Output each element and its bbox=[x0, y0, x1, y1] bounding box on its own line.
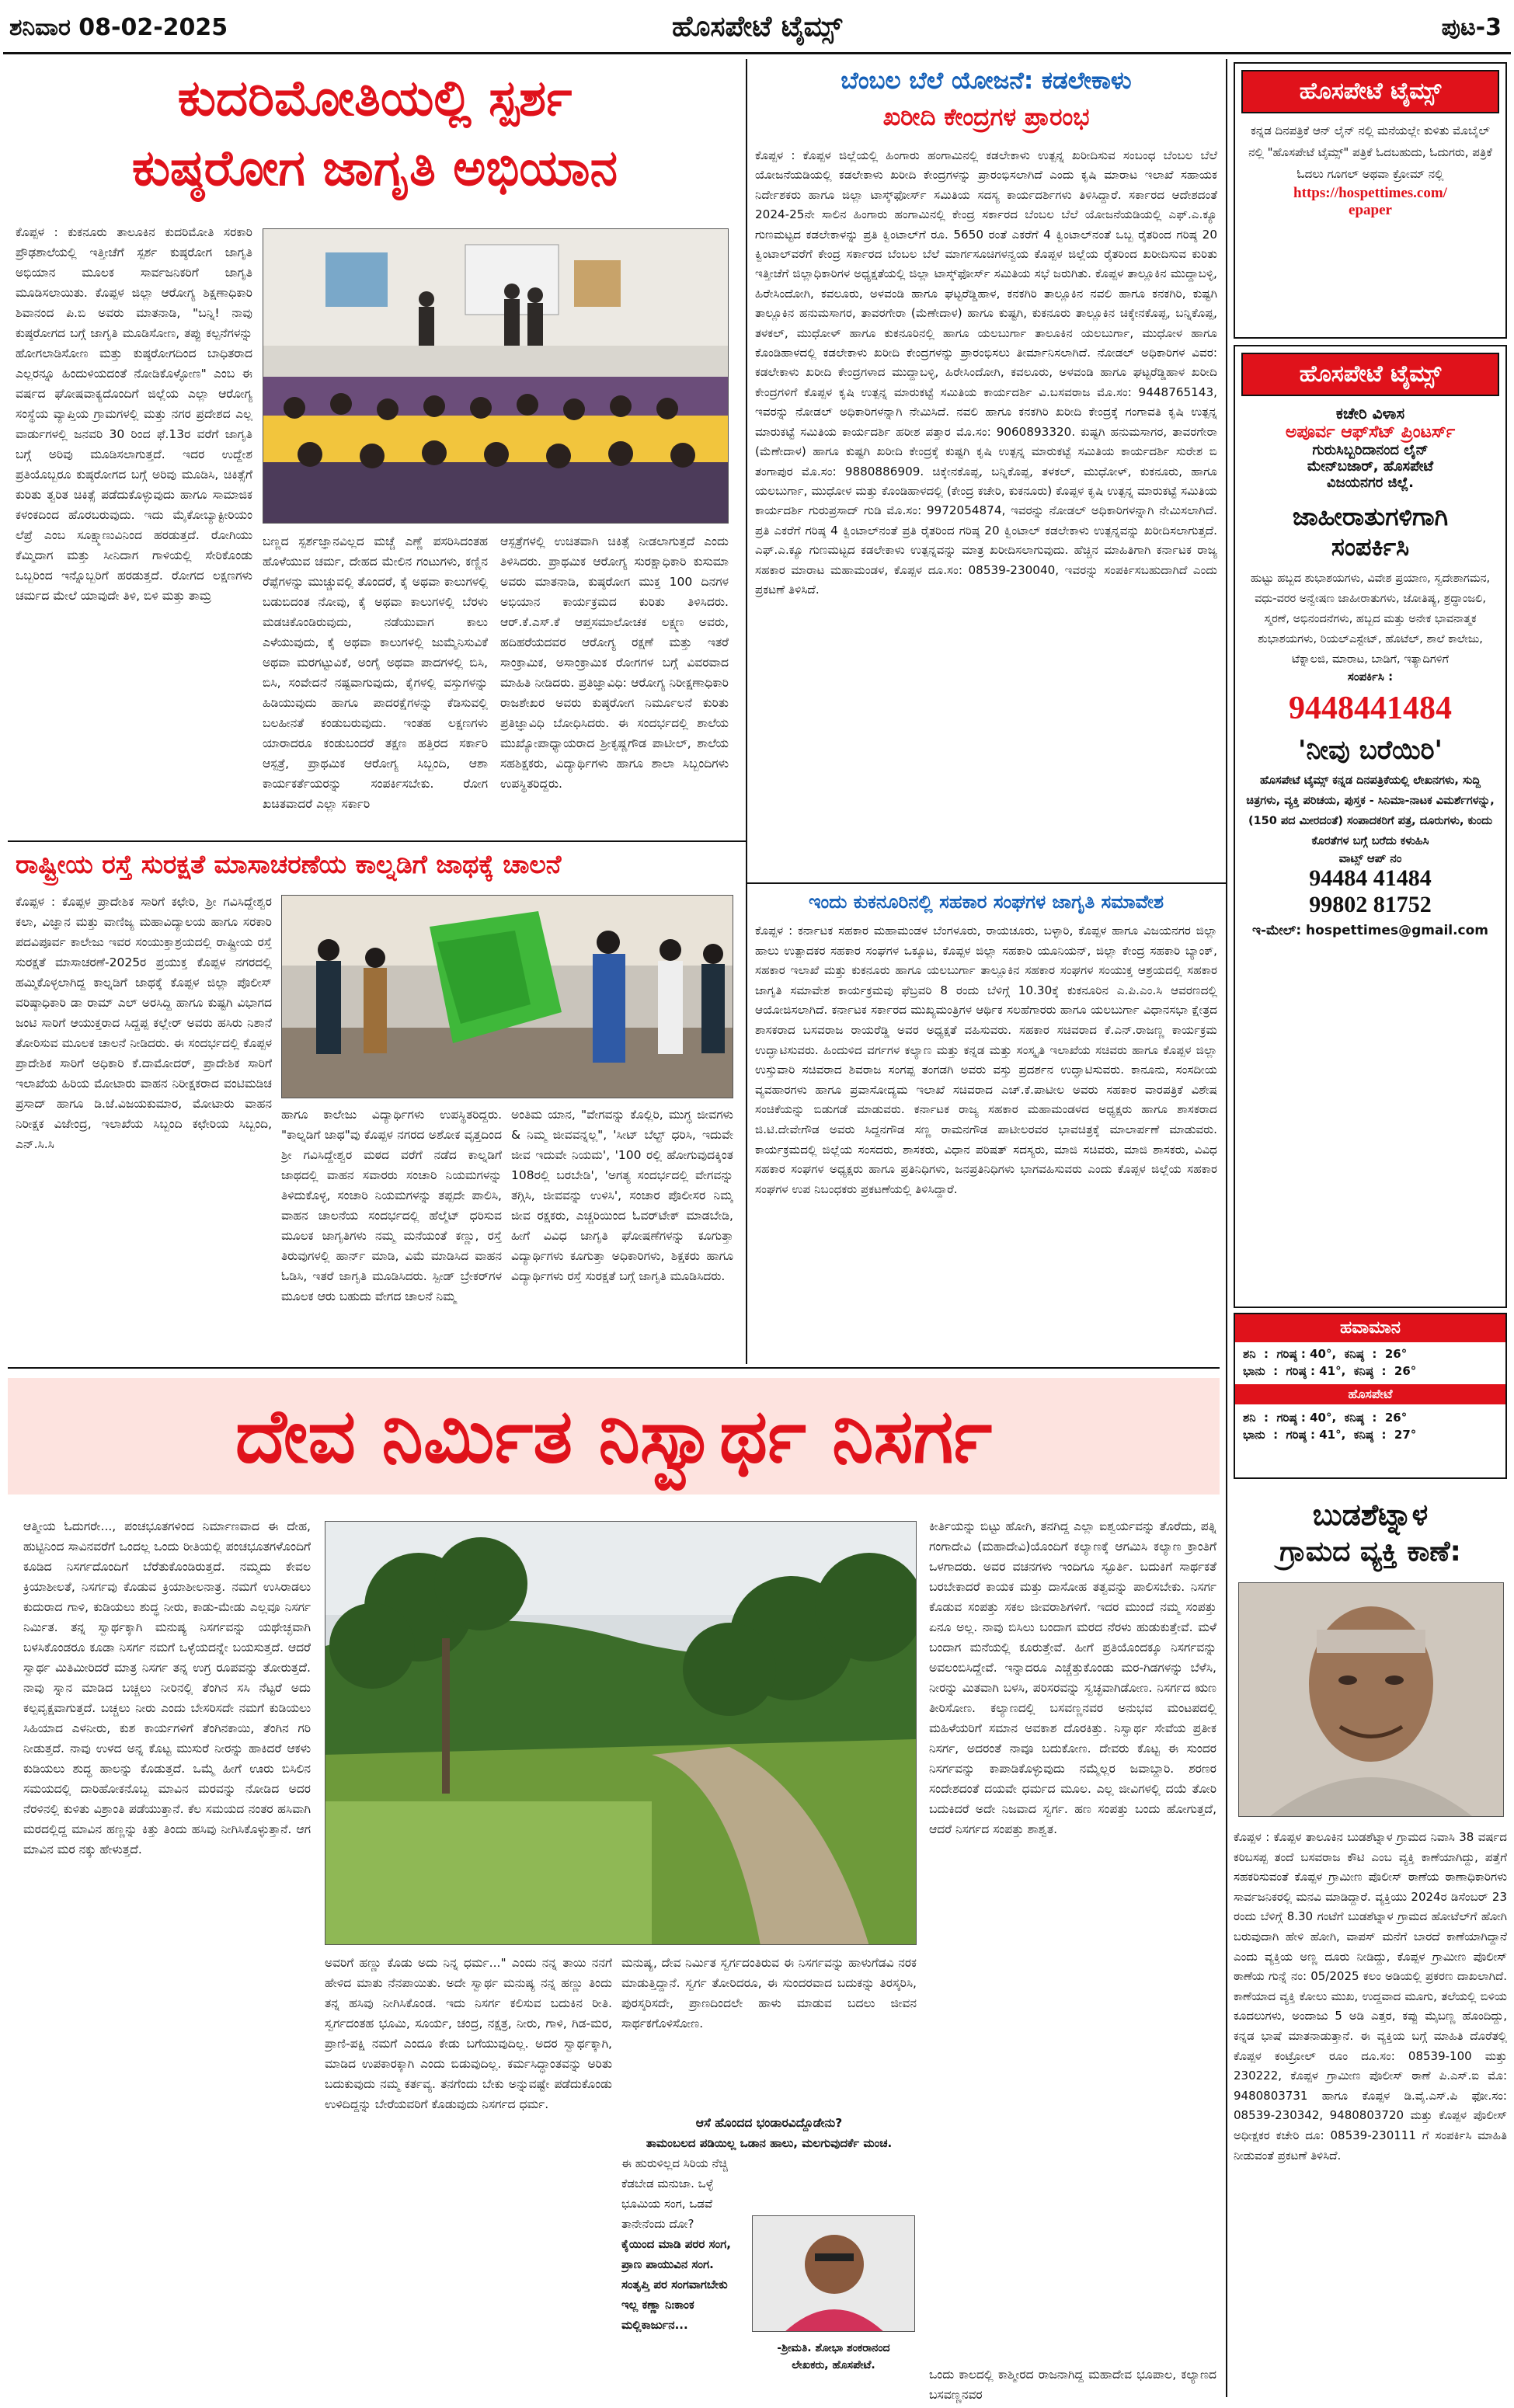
address-line: ಮೇನ್‌ಬಜಾರ್, ಹೊಸಪೇಟೆ bbox=[1307, 458, 1434, 475]
office-ad bbox=[1234, 345, 1507, 1308]
missing-heading: ಬುಡಶೆಟ್ನಾಳ bbox=[1312, 1498, 1429, 1532]
poem-title: ಆಸೆ ಹೊಂದದ ಭಂಡಾರವಿದ್ದೊಡೇನು? bbox=[695, 2116, 843, 2130]
headline: ಕುದರಿಮೋತಿಯಲ್ಲಿ ಸ್ಪರ್ಶ bbox=[177, 70, 573, 127]
author-name: -ಶ್ರೀಮತಿ. ಶೋಭಾ ಶಂಕರಾನಂದ bbox=[777, 2342, 890, 2354]
article-column: ಆಸ್ಪತ್ರೆಗಳಲ್ಲಿ ಉಚಿತವಾಗಿ ಚಿಕಿತ್ಸೆ ನೀಡಲಾಗುತ್ತದೆ ಎಂದು ತಿಳಿಸಿದರು. ಪ್ರಾಥಮಿಕ ಆರೋಗ್ಯ ಸುರಕ್ಷಾಧಿಕಾರಿ ಕುಸುಮಾ ಅವರು ಮಾತನಾಡಿ, ಕುಷ್ಠರೋಗ ಮುಕ್ತ 100 ದಿನಗಳ ಅಭಿಯಾನ ಕಾರ್ಯಕ್ರಮದ ಕುರಿತು ತಿಳಿಸಿದರು. ಆರ್.ಕೆ.ಎಸ್.ಕೆ ಆಪ್ತಸಮಾಲೋಚಕ ಲಕ್ಷ್ಮಣ ಅವರು, ಹದಿಹರೆಯದವರ ಆರೋಗ್ಯ ರಕ್ಷಣೆ ಮತ್ತು ಇತರೆ ಸಾಂಕ್ರಾಮಿಕ, ಅಸಾಂಕ್ರಾಮಿಕ ರೋಗಗಳ ಬಗ್ಗೆ ವಿವರವಾದ ಮಾಹಿತಿ ನೀಡಿದರು. ಪ್ರತಿಜ್ಞಾವಿಧಿ: ಆರೋಗ್ಯ ನಿರೀಕ್ಷಣಾಧಿಕಾರಿ ರಾಜಶೇಖರ ಅವರು ಕುಷ್ಠರೋಗ ನಿರ್ಮೂಲನೆ ಕುರಿತು ಪ್ರತಿಜ್ಞಾವಿಧಿ ಬೋಧಿಸಿದರು. ಈ ಸಂದರ್ಭದಲ್ಲಿ ಶಾಲೆಯ ಮುಖ್ಯೋಪಾಧ್ಯಾಯರಾದ ಶ್ರೀಕೃಷ್ಣಗೌಡ ಪಾಟೀಲ್, ಶಾಲೆಯ ಸಹಶಿಕ್ಷಕರು, ವಿದ್ಯಾರ್ಥಿಗಳು ಹಾಗೂ ಶಾಲಾ ಸಿಬ್ಬಂದಿಗಳು ಉಪಸ್ಥಿತರಿದ್ದರು. bbox=[500, 534, 729, 791]
contact-label: ಸಂಪರ್ಕಿಸಿ : bbox=[1347, 670, 1394, 684]
sidebar bbox=[1234, 62, 1507, 2404]
write-body: ಹೊಸಪೇಟೆ ಟೈಮ್ಸ್ ಕನ್ನಡ ದಿನಪತ್ರಿಕೆಯಲ್ಲಿ ಲೇಖನಗಳು, ಸುದ್ದಿ ಚಿತ್ರಗಳು, ವ್ಯಕ್ತಿ ಪರಿಚಯ, ಪುಸ್ತಕ - ಸಿನಿಮಾ-ನಾಟಕ ವಿಮರ್ಶೆಗಳನ್ನು,(150 ಪದ ಮೀರದಂತೆ) ಸಂಪಾದಕರಿಗೆ ಪತ್ರ, ದೂರುಗಳು, ಕುಂದು ಕೊರತೆಗಳ ಬಗ್ಗೆ ಬರೆದು ಕಳುಹಿಸಿ bbox=[1246, 774, 1495, 847]
missing-person-photo bbox=[1238, 1582, 1504, 1817]
story-road-safety bbox=[16, 847, 734, 1359]
ad-title: ಹೊಸಪೇಟೆ ಟೈಮ್ಸ್ bbox=[1241, 353, 1499, 396]
whatsapp-label: ವಾಟ್ಸ್ ಆಪ್ ನಂ bbox=[1338, 851, 1402, 865]
whatsapp-number[interactable]: 94484 41484 bbox=[1309, 865, 1432, 891]
page-number: ಪುಟ-3 bbox=[1441, 14, 1502, 41]
author-caption bbox=[752, 2340, 915, 2386]
author-photo bbox=[752, 2215, 915, 2332]
poem-line: ಈ ಹುರುಳಿಲ್ಲದ ಸಿರಿಯ ನೆಚ್ಚಿ ಕೆಡಬೇಡ ಮನುಜಾ. ಒಳ್ಳೆ ಭೂಮಿಯ ಸಂಗ, ಒಡವೆ ತಾನೇನೆಂದು ದೋ? bbox=[621, 2156, 729, 2231]
article-body: ಕೊಪ್ಪಳ : ಕೊಪ್ಪಳ ಜಿಲ್ಲೆಯಲ್ಲಿ ಹಿಂಗಾರು ಹಂಗಾಮಿನಲ್ಲಿ ಕಡಲೇಕಾಳು ಉತ್ಪನ್ನ ಖರೀದಿಸುವ ಸಂಬಂಧ ಬೆಂಬಲ ಬೆಲೆ ಯೋಜನೆಯಡಿಯಲ್ಲಿ ಕಡಲೇಕಾಳು ಖರೀದಿ ಕೇಂದ್ರಗಳನ್ನು ಪ್ರಾರಂಭಿಸಲಾಗಿದೆ ಎಂದು ಕೃಷಿ ಮಾರಾಟ ಇಲಾಖೆ ಸಹಾಯಕ ನಿರ್ದೇಶಕರು ಹಾಗೂ ಜಿಲ್ಲಾ ಟಾಸ್ಕ್‌ಫೋರ್ಸ್ ಸಮಿತಿಯ ಸದಸ್ಯ ಕಾರ್ಯದರ್ಶಿಗಳು ತಿಳಿಸಿದ್ದಾರೆ. ಸರ್ಕಾರದ ಆದೇಶದಂತೆ 2024-25ನೇ ಸಾಲಿನ ಹಿಂಗಾರು ಹಂಗಾಮಿನಲ್ಲಿ ಕೇಂದ್ರ ಸರ್ಕಾರದ ಬೆಂಬಲ ಬೆಲೆ ಯೋಜನೆಯಡಿಯಲ್ಲಿ ಎಫ್.ಎ.ಕ್ಯೂ ಗುಣಮಟ್ಟದ ಕಡಲೇಕಾಳನ್ನು ಪ್ರತಿ ಕ್ವಿಂಟಾಲ್‌ಗೆ ರೂ. 5650 ರಂತೆ ಎಕರೆಗೆ 4 ಕ್ವಿಂಟಾಲ್‌ನಂತೆ ಒಬ್ಬ ರೈತರಿಂದ ಗರಿಷ್ಠ 20 ಕ್ವಿಂಟಾಲ್‌ವರೆಗೆ ಕೇಂದ್ರ ಸರ್ಕಾರದ ಬೆಂಬಲ ಬೆಲೆ ಮಾರ್ಗಸೂಚಿಗಳನ್ವಯ ಕೊಪ್ಪಳ ಜಿಲ್ಲೆಯ ರೈತರಿಂದ ಖರೀದಿಸುವ ಕುರಿತು ಇತ್ತೀಚೆಗೆ ಜಿಲ್ಲಾಧಿಕಾರಿಗಳ ಅಧ್ಯಕ್ಷತೆಯಲ್ಲಿ ಜಿಲ್ಲಾ ಟಾಸ್ಕ್‌ಫೋರ್ಸ್ ಸಮಿತಿಯ ಸಭೆ ಜರುಗಿತು. ಕೊಪ್ಪಳ ತಾಲ್ಲೂಕಿನ ಮುದ್ದಾಬಳ್ಳಿ, ಹಿರೇಸಿಂದೋಗಿ, ಕವಲೂರು, ಅಳವಂಡಿ ಹಾಗೂ ಘಟ್ಟರೆಡ್ಡಿಹಾಳ, ಕನಕಗಿರಿ ತಾಲ್ಲೂಕಿನ ನವಲಿ ಹಾಗೂ ಕನಕಗಿರಿ, ಕುಷ್ಟಗಿ ತಾಲ್ಲೂಕಿನ ಹನುಮಸಾಗರ, ತಾವರಗೇರಾ (ಮೆಣೇದಾಳ) ಹಾಗೂ ಕುಷ್ಟಗಿ, ಕುಕನೂರು ತಾಲ್ಲೂಕಿನ ಚಿಕ್ಕೇನಕೊಪ್ಪ, ಬನ್ನಿಕೊಪ್ಪ, ತಳಕಲ್, ಮುಧೋಳ್ ಹಾಗೂ ಕುಕನೂರಿನಲ್ಲಿ ಹಾಗೂ ಯಲಬುರ್ಗಾ ತಾಲೂಕಿನ ಯಲಬುರ್ಗಾ, ಮುಧೋಳ ಹಾಗೂ ಕೊಂಡಿಹಾಳದಲ್ಲಿ ಕಡಲೇಕಾಳು ಖರೀದಿ ಕೇಂದ್ರಗಳನ್ನು ಪ್ರಾರಂಭಿಸಲು ತೀರ್ಮಾನಿಸಲಾಗಿದೆ. ನೋಡಲ್ ಅಧಿಕಾರಿಗಳ ವಿವರ: ಕಡಲೇಕಾಳು ಖರೀದಿ ಕೇಂದ್ರಗಳಾದ ಮುದ್ದಾಬಳ್ಳಿ, ಹಿರೇಸಿಂದೋಗಿ, ಕವಲೂರು, ಅಳವಂಡಿ ಹಾಗೂ ಘಟ್ಟರೆಡ್ಡಿಹಾಳ ಖರೀದಿ ಕೇಂದ್ರಗಳಿಗೆ ಕೊಪ್ಪಳ ಕೃಷಿ ಉತ್ಪನ್ನ ಮಾರುಕಟ್ಟೆ ಸಮಿತಿಯ ಕಾರ್ಯದರ್ಶಿ ವಿ.ಬಸವರಾಜ ಮೊ.ಸಂ: 9448765143, ಇವರನ್ನು ನೋಡಲ್ ಅಧಿಕಾರಿಗಳನ್ನಾಗಿ ನೇಮಿಸಿದೆ. ನವಲಿ ಹಾಗೂ ಕನಕಗಿರಿ ಖರೀದಿ ಕೇಂದ್ರಕ್ಕೆ ಗಂಗಾವತಿ ಕೃಷಿ ಉತ್ಪನ್ನ ಮಾರುಕಟ್ಟೆ ಸಮಿತಿಯ ಕಾರ್ಯದರ್ಶಿ ಹರೀಶ ಪತ್ತಾರ ಮೊ.ಸಂ: 9060893320. ಕುಷ್ಟಗಿ ಹನುಮಸಾಗರ, ತಾವರಗೇರಾ (ಮೆಣೇದಾಳ) ಹಾಗೂ ಕುಷ್ಟಗಿ ಖರೀದಿ ಕೇಂದ್ರಕ್ಕೆ ಕುಷ್ಟಗಿ ಕೃಷಿ ಉತ್ಪನ್ನ ಮಾರುಕಟ್ಟೆ ಸಮಿತಿಯ ಕಾರ್ಯದರ್ಶಿ ಸುರೇಶ ಬಿ ತಂಗಾಪುರ ಮೊ.ಸಂ: 9880886909. ಚಿಕ್ಕೇನಕೊಪ್ಪ, ಬನ್ನಿಕೊಪ್ಪ, ತಳಕಲ್, ಮುಧೋಳ್, ಕುಕನೂರು, ಹಾಗೂ ಯಲಬುರ್ಗಾ, ಮುಧೋಳ ಮತ್ತು ಕೊಂಡಿಹಾಳದಲ್ಲಿ (ಕೇಂದ್ರ ಕಚೇರಿ, ಕುಕನೂರು) ಕೊಪ್ಪಳ ಕೃಷಿ ಉತ್ಪನ್ನ ಮಾರುಕಟ್ಟೆ ಸಮಿತಿಯ ಕಾರ್ಯದರ್ಶಿ ಗುರುಪ್ರಸಾದ್ ಗುಡಿ ಮೊ.ಸಂ: 9972054874, ಇವರನ್ನು ನೋಡಲ್ ಅಧಿಕಾರಿಗಳನ್ನಾಗಿ ನೇಮಿಸಲಾಗಿದೆ. ಪ್ರತಿ ಎಕರೆಗೆ ಗರಿಷ್ಠ 4 ಕ್ವಿಂಟಾಲ್‌ನಂತೆ ಪ್ರತಿ ರೈತರಿಂದ ಗರಿಷ್ಠ 20 ಕ್ವಿಂಟಾಲ್ ಕಡಲೇಕಾಳು ಉತ್ಪನ್ನವನ್ನು ಖರೀದಿಸಲಾಗುತ್ತದೆ. ಎಫ್.ಎ.ಕ್ಯೂ ಗುಣಮಟ್ಟದ ಕಡಲೇಕಾಳು ಉತ್ಪನ್ನವನ್ನು ಮಾತ್ರ ಖರೀದಿಸಲಾಗುವುದು. ಹೆಚ್ಚಿನ ಮಾಹಿತಿಗಾಗಿ ಕರ್ನಾಟಕ ರಾಜ್ಯ ಸಹಕಾರ ಮಾರಾಟ ಮಹಾಮಂಡಳ, ಕೊಪ್ಪಳ ದೂ.ಸಂ: 08539-230040, ಇವರನ್ನು ಸಂಪರ್ಕಿಸಬಹುದಾಗಿದೆ ಎಂದು ಪ್ರಕಟಣೆ ತಿಳಿಸಿದೆ. bbox=[755, 148, 1217, 597]
masthead: ಹೊಸಪೇಟೆ ಟೈಮ್ಸ್ bbox=[671, 11, 843, 43]
headline: ರಾಷ್ಟ್ರೀಯ ರಸ್ತೆ ಸುರಕ್ಷತೆ ಮಾಸಾಚರಣೆಯ ಕಾಲ್ನಡಿಗೆ ಜಾಥಕ್ಕೆ ಚಾಲನೆ bbox=[16, 849, 562, 879]
feature-nature bbox=[8, 1367, 1220, 2404]
phone-number[interactable]: 9448441484 bbox=[1289, 691, 1452, 726]
article-column: ಆತ್ಮೀಯ ಓದುಗರೇ..., ಪಂಚಭೂತಗಳಿಂದ ನಿರ್ಮಾಣವಾದ ಈ ದೇಹ, ಹುಟ್ಟಿನಿಂದ ಸಾವಿನವರೆಗೆ ಒಂದಲ್ಲ ಒಂದು ರೀತಿಯಲ್ಲಿ ಪಂಚಭೂತಗಳೊಂದಿಗೆ ಕೂಡಿದ ನಿಸರ್ಗದೊಂದಿಗೆ ಬೆರೆತುಕೊಂಡಿರುತ್ತದೆ. ನಮ್ಮದು ಕೇವಲ ಕ್ರಿಯಾಶೀಲತೆ, ನಿಸರ್ಗವು ಕೊಡುವ ಕ್ರಿಯಾಶೀಲನಾತ್ರ. ನಮಗೆ ಉಸಿರಾಡಲು ಕುದುರಾದ ಗಾಳಿ, ಕುಡಿಯಲು ಶುದ್ಧ ನೀರು, ಕಾಡು-ಮೇಡು ಎಲ್ಲವೂ ನಿಸರ್ಗ ನಿರ್ಮಿತ. ತನ್ನ ಸ್ವಾರ್ಥಕ್ಕಾಗಿ ಮನುಷ್ಯ ನಿಸರ್ಗವನ್ನು ಯಥೇಚ್ಛವಾಗಿ ಬಳಸಿಕೊಂಡರೂ ಕೂಡಾ ನಿಸರ್ಗ ನಮಗೆ ಒಳ್ಳೆಯದನ್ನೇ ಬಯಸುತ್ತದೆ. ಆದರೆ ಸ್ವಾರ್ಥ ಮಿತಿಮೀರಿದರೆ ಮಾತ್ರ ನಿಸರ್ಗ ತನ್ನ ಉಗ್ರ ರೂಪವನ್ನು ತೋರುತ್ತದೆ. ನಾವು ಸ್ನಾನ ಮಾಡಿದ ಬಚ್ಚಲು ನೀರಿನಲ್ಲಿ ತೆಂಗಿನ ಸಸಿ ನೆಟ್ಟರೆ ಅದು ಕಲ್ಪವೃಕ್ಷವಾಗುತ್ತದೆ. ಬಚ್ಚಲು ನೀರು ಎಂದು ಬೇಸರಿಸದೇ ನಮಗೆ ಕುಡಿಯಲು ಸಿಹಿಯಾದ ಎಳನೀರು, ಕುಶ ಕಾರ್ಯಗಳಿಗೆ ತೆಂಗಿನಕಾಯಿ, ತೆಂಗಿನ ಗರಿ ನೀಡುತ್ತದೆ. ನಾವು ಉಳದ ಅನ್ನ ಕೊಟ್ಟ ಮುಸುರೆ ನೀರನ್ನು ಹಾಕಿದರೆ ಆಕಳು ಕುಡಿಯಲು ಶುದ್ಧ ಹಾಲನ್ನು ಕೊಡುತ್ತದೆ. ಒಮ್ಮೆ ಹೀಗೆ ಊರು ಬಿಸಿಲಿನ ಸಮಯದಲ್ಲಿ ದಾರಿಹೋಕನೊಬ್ಬ ಮಾವಿನ ಮರವನ್ನು ನೋಡಿದ ಅದರ ನೆರಳಿನಲ್ಲಿ ಕುಳಿತು ವಿಶ್ರಾಂತಿ ಪಡೆಯುತ್ತಾನೆ. ಕೆಲ ಸಮಯದ ನಂತರ ಹಸಿವಾಗಿ ಮರದಲ್ಲಿದ್ದ ಮಾವಿನ ಹಣ್ಣನ್ನು ಕಿತ್ತು ತಿಂದು ಹಸಿವು ನೀಗಿಸಿಕೊಳ್ಳುತ್ತಾನೆ. ಆಗ ಮಾವಿನ ಮರ ನಕ್ಕು ಹೇಳುತ್ತದೆ. bbox=[23, 1519, 311, 1856]
epaper-ad bbox=[1234, 62, 1507, 339]
column-rule bbox=[1226, 59, 1227, 2397]
story-cooperative bbox=[755, 887, 1217, 1361]
whatsapp-number[interactable]: 99802 81752 bbox=[1309, 892, 1432, 917]
school-event-photo bbox=[263, 228, 729, 524]
ads-heading: ಜಾಹೀರಾತುಗಳಿಗಾಗಿ bbox=[1292, 502, 1449, 531]
author-place: ಲೇಖಕರು, ಹೊಸಪೇಟೆ. bbox=[792, 2359, 875, 2371]
write-heading: 'ನೀವು ಬರೆಯಿರಿ' bbox=[1298, 735, 1443, 766]
ads-list: ಹುಟ್ಟು ಹಬ್ಬದ ಶುಭಾಶಯಗಳು, ವಿವೇಶ ಪ್ರಯಾಣ, ಸ್ವದೇಶಾಗಮನ, ವಧು-ವರರ ಅನ್ವೇಷಣ ಜಾಹೀರಾತುಗಳು, ಜೋತಿಷ್ಯ, ಶ್ರದ್ಧಾಂಜಲಿ, ಸ್ಮರಣೆ, ಅಭಿನಂದನೆಗಳು, ಹಬ್ಬದ ಮತ್ತು ಅನೇಕ ಭಾವನಾತ್ಮಕ ಶುಭಾಶಯಗಳು, ರಿಯಲ್‌ಎಸ್ಟೇಟ್, ಹೊಟೆಲ್, ಶಾಲೆ ಕಾಲೇಜು, ಟೆಕ್ನಾಲಜಿ, ಮಾರಾಟ, ಬಾಡಿಗೆ, ಇತ್ಯಾದಿಗಳಿಗೆ bbox=[1250, 572, 1491, 666]
weather-box bbox=[1234, 1313, 1507, 1479]
article-column: ಕೊಪ್ಪಳ : ಕುಕನೂರು ತಾಲೂಕಿನ ಕುದರಿಮೋತಿ ಸರಕಾರಿ ಪ್ರೌಢಶಾಲೆಯಲ್ಲಿ ಇತ್ತೀಚೆಗೆ ಸ್ಪರ್ಶ ಕುಷ್ಠರೋಗ ಜಾಗೃತಿ ಅಭಿಯಾನ ಮೂಲಕ ಸಾರ್ವಜನಿಕರಿಗೆ ಜಾಗೃತಿ ಮೂಡಿಸಲಾಯಿತು. ಕೊಪ್ಪಳ ಜಿಲ್ಲಾ ಆರೋಗ್ಯ ಶಿಕ್ಷಣಾಧಿಕಾರಿ ಶಿವಾನಂದ ಪಿ.ಬಿ ಅವರು ಮಾತನಾಡಿ, "ಬನ್ನಿ! ನಾವು ಕುಷ್ಠರೋಗದ ಬಗ್ಗೆ ಜಾಗೃತಿ ಮೂಡಿಸೋಣ, ತಪ್ಪು ಕಲ್ಪನೆಗಳನ್ನು ಹೋಗಲಾಡಿಸೋಣ ಮತ್ತು ಕುಷ್ಠರೋಗದಿಂದ ಬಾಧಿತರಾದ ಎಲ್ಲರನ್ನೂ ಹಿಂದುಳಿಯದಂತೆ ನೋಡಿಕೊಳ್ಳೋಣ" ಎಂಬ ಈ ವರ್ಷದ ಘೋಷವಾಕ್ಯದೊಂದಿಗೆ ಜಿಲ್ಲೆಯ ಎಲ್ಲಾ ಆರೋಗ್ಯ ಸಂಸ್ಥೆಯ ವ್ಯಾಪ್ತಿಯ ಗ್ರಾಮಗಳಲ್ಲಿ ಮತ್ತು ನಗರ ಪ್ರದೇಶದ ಎಲ್ಲ ವಾರ್ಡುಗಳಲ್ಲಿ ಜನವರಿ 30 ರಿಂದ ಫೆ.13ರ ವರೆಗೆ ಜಾಗೃತಿ ಬಗ್ಗೆ ಅರಿವು ಮೂಡಿಸಲಾಗುತ್ತದೆ. ಇದರ ಉದ್ದೇಶ ಪ್ರತಿಯೊಬ್ಬರೂ ಕುಷ್ಠರೋಗದ ಬಗ್ಗೆ ಅರಿವು ಮೂಡಿಸಿ, ಚಿಕಿತ್ಸೆಗೆ ಕುರಿತು ತ್ವರಿತ ಚಿಕಿತ್ಸೆ ಪಡೆದುಕೊಳ್ಳುವುದು ಹಾಗೂ ಸಾಮಾಜಿಕ ಕಳಂಕದಿಂದ ಹೊರಬರುವುದು. ಇದು ಮೈಕೋಬ್ಯಾಕ್ಟೀರಿಯಂ ಲೆಪ್ರೆ ಎಂಬ ಸೂಕ್ಷ್ಮಾಣುವಿನಿಂದ ಹರಡುತ್ತದೆ. ರೋಗಿಯು ಕೆಮ್ಮಿದಾಗ ಮತ್ತು ಸೀನಿದಾಗ ಗಾಳಿಯಲ್ಲಿ ಸೇರಿಕೊಂಡು ಒಬ್ಬರಿಂದ ಇನ್ನೊಬ್ಬರಿಗೆ ಹರಡುತ್ತದೆ. ರೋಗದ ಲಕ್ಷಣಗಳು ಚರ್ಮದ ಮೇಲೆ ಯಾವುದೇ ತಿಳಿ, ಬಿಳಿ ಮತ್ತು ತಾಮ್ರ bbox=[16, 225, 252, 603]
epaper-link[interactable]: https://hospettimes.com/ bbox=[1293, 185, 1447, 201]
press-name: ಅಪೂರ್ವ ಆಫ್‌ಸೆಟ್ ಪ್ರಿಂಟರ್ಸ್ bbox=[1285, 423, 1456, 442]
address-line: ವಿಜಯನಗರ ಜಿಲ್ಲೆ. bbox=[1327, 475, 1414, 491]
headline: ಕುಷ್ಠರೋಗ ಜಾಗೃತಿ ಅಭಿಯಾನ bbox=[131, 140, 618, 197]
story-divider bbox=[8, 840, 746, 842]
office-label: ಕಚೇರಿ ವಿಳಾಸ bbox=[1335, 404, 1405, 423]
epaper-link-path[interactable]: epaper bbox=[1349, 202, 1392, 218]
story-divider bbox=[747, 882, 1226, 884]
story-leprosy bbox=[16, 62, 734, 839]
weather-heading: ಹವಾಮಾನ bbox=[1235, 1314, 1505, 1342]
missing-person-body: ಕೊಪ್ಪಳ : ಕೊಪ್ಪಳ ತಾಲೂಕಿನ ಬುಡಶೆಟ್ನಾಳ ಗ್ರಾಮದ ನಿವಾಸಿ 38 ವರ್ಷದ ಕರಿಬಸಪ್ಪ ತಂದೆ ಬಸವರಾಜ ಕೌಟಿ ಎಂಬ ವ್ಯಕ್ತಿ ಕಾಣೆಯಾಗಿದ್ದು, ಪತ್ತೆಗೆ ಸಹಕರಿಸುವಂತೆ ಕೊಪ್ಪಳ ಗ್ರಾಮೀಣ ಪೊಲೀಸ್ ಠಾಣೆಯ ಠಾಣಾಧಿಕಾರಿಗಳು ಸಾರ್ವಜನಿಕರಲ್ಲಿ ಮನವಿ ಮಾಡಿದ್ದಾರೆ. ವ್ಯಕ್ತಿಯು 2024ರ ಡಿಸೆಂಬರ್ 23 ರಂದು ಬೆಳಿಗ್ಗೆ 8.30 ಗಂಟೆಗೆ ಬುಡಶೆಟ್ನಾಳ ಗ್ರಾಮದ ಹೋಟೆಲ್‌ಗೆ ಹೋಗಿ ಬರುವುದಾಗಿ ಹೇಳಿ ಹೋಗಿ, ವಾಪಸ್ ಮನೆಗೆ ಬಾರದೆ ಕಾಣೆಯಾಗಿದ್ದಾನೆ ಎಂದು ವ್ಯಕ್ತಿಯ ಅಣ್ಣ ದೂರು ನೀಡಿದ್ದು, ಕೊಪ್ಪಳ ಗ್ರಾಮೀಣ ಪೊಲೀಸ್ ಠಾಣೆಯ ಗುನ್ನೆ ನಂ: 05/2025 ಕಲಂ ಅಡಿಯಲ್ಲಿ ಪ್ರಕರಣ ದಾಖಲಾಗಿದೆ. ಕಾಣೆಯಾದ ವ್ಯಕ್ತಿ ಕೋಲು ಮುಖ, ಉದ್ದವಾದ ಮೂಗು, ತಲೆಯಲ್ಲಿ ಬಿಳಿಯ ಕೂದಲುಗಳು, ಅಂದಾಜು 5 ಅಡಿ ಎತ್ತರ, ಕಪ್ಪು ಮೈಬಣ್ಣ ಹೊಂದಿದ್ದು, ಕನ್ನಡ ಭಾಷೆ ಮಾತನಾಡುತ್ತಾನೆ. ಈ ವ್ಯಕ್ತಿಯ ಬಗ್ಗೆ ಮಾಹಿತಿ ದೊರೆತಲ್ಲಿ ಕೊಪ್ಪಳ ಕಂಟ್ರೋಲ್ ರೂಂ ದೂ.ಸಂ: 08539-100 ಮತ್ತು 230222, ಕೊಪ್ಪಳ ಗ್ರಾಮೀಣ ಪೊಲೀಸ್ ಠಾಣೆ ಪಿ.ಎಸ್.ಐ ಮೊ: 9480803731 ಹಾಗೂ ಕೊಪ್ಪಳ ಡಿ.ವೈ.ಎಸ್.ಪಿ ಫೋ.ಸಂ: 08539-230342, 9480803720 ಮತ್ತು ಕೊಪ್ಪಳ ಪೊಲೀಸ್ ಅಧೀಕ್ಷಕರ ಕಚೇರಿ ದೂ: 08539-230111 ಗೆ ಸಂಪರ್ಕಿಸಿ ಮಾಹಿತಿ ನೀಡುವಂತೆ ಪ್ರಕಟಣೆ ತಿಳಿಸಿದೆ. bbox=[1234, 1830, 1507, 2163]
email[interactable]: ಇ-ಮೇಲ್: hospettimes@gmail.com bbox=[1251, 923, 1489, 938]
article-column: ಕೊಪ್ಪಳ : ಕೊಪ್ಪಳ ಪ್ರಾದೇಶಿಕ ಸಾರಿಗೆ ಕಛೇರಿ, ಶ್ರೀ ಗವಿಸಿದ್ದೇಶ್ವರ ಕಲಾ, ವಿಜ್ಞಾನ ಮತ್ತು ವಾಣಿಜ್ಯ ಮಹಾವಿದ್ಯಾಲಯ ಹಾಗೂ ಸರಕಾರಿ ಪದವಿಪೂರ್ವ ಕಾಲೇಜು ಇವರ ಸಂಯುಕ್ತಾಶ್ರಯದಲ್ಲಿ ರಾಷ್ಟ್ರೀಯ ರಸ್ತೆ ಸುರಕ್ಷತೆ ಮಾಸಾಚರಣೆ-2025ರ ಪ್ರಯುಕ್ತ ಕೊಪ್ಪಳ ನಗರದಲ್ಲಿ ಹಮ್ಮಿಕೊಳ್ಳಲಾಗಿದ್ದ ಕಾಲ್ನಡಿಗೆ ಜಾಥಕ್ಕೆ ಕೊಪ್ಪಳ ಜಿಲ್ಲಾ ಪೊಲೀಸ್ ವರಿಷ್ಠಾಧಿಕಾರಿ ಡಾ ರಾಮ್ ಎಲ್ ಅರಸಿದ್ದಿ ಹಾಗೂ ಕುಷ್ಟಗಿ ವಿಭಾಗದ ಜಂಟಿ ಸಾರಿಗೆ ಆಯುಕ್ತರಾದ ಸಿದ್ದಪ್ಪ ಕಲ್ಲೇರ್ ಅವರು ಹಸಿರು ನಿಶಾನೆ ತೋರಿಸುವ ಮೂಲಕ ಚಾಲನೆ ನೀಡಿದರು. ಈ ಸಂದರ್ಭದಲ್ಲಿ ಕೊಪ್ಪಳ ಪ್ರಾದೇಶಿಕ ಸಾರಿಗೆ ಅಧಿಕಾರಿ ಕೆ.ದಾಮೋದರ್, ಪ್ರಾದೇಶಿಕ ಸಾರಿಗೆ ಇಲಾಖೆಯ ಹಿರಿಯ ಮೋಟಾರು ವಾಹನ ನಿರೀಕ್ಷಕರಾದ ವಂಟಿಮಡಿಚ ಪ್ರಸಾದ್ ಹಾಗೂ ಡಿ.ಜೆ.ವಿಜಯಕುಮಾರ, ಮೋಟಾರು ವಾಹನ ನಿರೀಕ್ಷಕ ವಿಜೇಂದ್ರ, ಇಲಾಖೆಯ ಸಿಬ್ಬಂದಿ ಕಛೇರಿಯ ಸಿಬ್ಬಂದಿ, ಎನ್.ಸಿ.ಸಿ bbox=[16, 895, 272, 1151]
column-rule bbox=[746, 59, 747, 1364]
poem-line: ತಾಮಂಬಲದ ಪಡಿಯಿಲ್ಲ ಒಡಾನ ಹಾಲು, ಮಲಗುವುದರ್ಕೆ ಮಂಚ. bbox=[646, 2136, 893, 2150]
headline: ಬೆಂಬಲ ಬೆಲೆ ಯೋಜನೆ: ಕಡಲೇಕಾಳು bbox=[841, 67, 1132, 95]
article-column: ಒಂದು ಕಾಲದಲ್ಲಿ ಕಾಶ್ಮೀರದ ರಾಜನಾಗಿದ್ದ ಮಹಾದೇವ ಭೂಪಾಲ, ಕಲ್ಯಾಣದ ಬಸವಣ್ಣನವರ bbox=[929, 2368, 1216, 2402]
header-date: ಶನಿವಾರ 08-02-2025 bbox=[9, 14, 228, 41]
address-line: ಗುರುಸಿಬ್ಬರಿದಾನಂದ ಲೈನ್ bbox=[1312, 442, 1429, 458]
weather-row: ಶನಿ : ಗರಿಷ್ಠ : 40°, ಕನಿಷ್ಠ : 26° bbox=[1243, 1347, 1408, 1361]
page-header bbox=[3, 8, 1511, 54]
weather-row: ಶನಿ : ಗರಿಷ್ಠ : 40°, ಕನಿಷ್ಠ : 26° bbox=[1243, 1411, 1408, 1425]
article-body: ಕೊಪ್ಪಳ : ಕರ್ನಾಟಕ ಸಹಕಾರ ಮಹಾಮಂಡಳ ಬೆಂಗಳೂರು, ರಾಯಚೂರು, ಬಳ್ಳಾರಿ, ಕೊಪ್ಪಳ ಹಾಗೂ ವಿಜಯನಗರ ಜಿಲ್ಲಾ ಹಾಲು ಉತ್ಪಾದಕರ ಸಹಕಾರ ಸಂಘಗಳ ಒಕ್ಕೂಟ, ಕೊಪ್ಪಳ ಜಿಲ್ಲಾ ಸಹಕಾರಿ ಯೂನಿಯನ್, ಜಿಲ್ಲಾ ಕೇಂದ್ರ ಸಹಕಾರಿ ಬ್ಯಾಂಕ್, ಸಹಕಾರ ಇಲಾಖೆ ಮತ್ತು ಕುಕನೂರು ಹಾಗೂ ಯಲಬುರ್ಗಾ ತಾಲ್ಲೂಕಿನ ಸಹಕಾರ ಸಂಘಗಳ ಸಂಯುಕ್ತ ಆಶ್ರಯದಲ್ಲಿ ಸಹಕಾರ ಜಾಗೃತಿ ಸಮಾವೇಶ ಕಾರ್ಯಕ್ರಮವು ಫೆಬ್ರವರಿ 8 ರಂದು ಬೆಳಿಗ್ಗೆ 10.30ಕ್ಕೆ ಕುಕನೂರಿನ ಎ.ಪಿ.ಎಂ.ಸಿ ಆವರಣದಲ್ಲಿ ಆಯೋಜಿಸಲಾಗಿದೆ. ಕರ್ನಾಟಕ ಸರ್ಕಾರದ ಮುಖ್ಯಮಂತ್ರಿಗಳ ಆರ್ಥಿಕ ಸಲಹೆಗಾರರು ಹಾಗೂ ಯಲಬುರ್ಗಾ ವಿಧಾನಸಭಾ ಕ್ಷೇತ್ರದ ಶಾಸಕರಾದ ಬಸವರಾಜ ರಾಯರೆಡ್ಡಿ ಅವರ ಅಧ್ಯಕ್ಷತೆ ವಹಿಸುವರು. ಸಹಕಾರ ಸಚಿವರಾದ ಕೆ.ಎನ್.ರಾಜಣ್ಣ ಕಾರ್ಯಕ್ರಮ ಉದ್ಘಾಟಿಸುವರು. ಹಿಂದುಳಿದ ವರ್ಗಗಳ ಕಲ್ಯಾಣ ಮತ್ತು ಕನ್ನಡ ಮತ್ತು ಸಂಸ್ಕೃತಿ ಇಲಾಖೆಯ ಸಚಿವರು ಹಾಗೂ ಕೊಪ್ಪಳ ಜಿಲ್ಲಾ ಉಸ್ತುವಾರಿ ಸಚಿವರಾದ ಶಿವರಾಜ ಸಂಗಪ್ಪ ತಂಗಡಗಿ ಅವರು ವಸ್ತು ಪ್ರದರ್ಶನ ಉದ್ಘಾಟಿಸುವರು. ಕಾನೂನು, ಸಂಸದೀಯ ವ್ಯವಹಾರಗಳು ಹಾಗೂ ಪ್ರವಾಸೋದ್ಯಮ ಇಲಾಖೆ ಸಚಿವರಾದ ಎಚ್.ಕೆ.ಪಾಟೀಲ ಅವರು ಸಹಕಾರ ವಾರಪತ್ರಿಕೆ ವಿಶೇಷ ಸಂಚಿಕೆಯನ್ನು ಬಿಡುಗಡೆ ಮಾಡುವರು. ಕರ್ನಾಟಕ ರಾಜ್ಯ ಸಹಕಾರ ಮಹಾಮಂಡಳದ ಅಧ್ಯಕ್ಷರು ಹಾಗೂ ಶಾಸಕರಾದ ಜಿ.ಟಿ.ದೇವೇಗೌಡ ಅವರು ಸಿದ್ದನಗೌಡ ಸಣ್ಣ ರಾಮನಗೌಡ ಪಾಟೀಲರವರ ಭಾವಚಿತ್ರಕ್ಕೆ ಮಾಲಾರ್ಪಣೆ ಮಾಡುವರು. ಕಾರ್ಯಕ್ರಮದಲ್ಲಿ ಜಿಲ್ಲೆಯ ಸಂಸದರು, ಶಾಸಕರು, ವಿಧಾನ ಪರಿಷತ್ ಸದಸ್ಯರು, ಮಾಜಿ ಸಚಿವರು, ಮಾಜಿ ಶಾಸಕರು, ವಿವಿಧ ಸಹಕಾರ ಸಂಘಗಳ ಅಧ್ಯಕ್ಷರು ಹಾಗೂ ಪ್ರತಿನಿಧಿಗಳು, ಜನಪ್ರತಿನಿಧಿಗಳು ಭಾಗವಹಿಸುವರು ಎಂದು ಕೊಪ್ಪಳ ಜಿಲ್ಲೆಯ ಸಹಕಾರ ಸಂಘಗಳ ಉಪ ನಿಬಂಧಕರು ಪ್ರಕಟಣೆಯಲ್ಲಿ ತಿಳಿಸಿದ್ದಾರೆ. bbox=[755, 924, 1217, 1196]
weather-row: ಭಾನು : ಗರಿಷ್ಠ : 41°, ಕನಿಷ್ಠ : 27° bbox=[1243, 1428, 1417, 1442]
article-column: ಕೀರ್ತಿಯನ್ನು ಬಿಟ್ಟು ಹೋಗಿ, ತನಗಿದ್ದ ಎಲ್ಲಾ ಐಶ್ವರ್ಯವನ್ನು ತೊರೆದು, ಪತ್ನಿ ಗಂಗಾದೇವಿ (ಮಹಾದೇವಿ)ಯೊಂದಿಗೆ ಕಲ್ಯಾಣಕ್ಕೆ ಆಗಮಿಸಿ ಕಲ್ಯಾಣ ಕ್ರಾಂತಿಗೆ ಒಳಗಾದರು. ಅವರ ವಚನಗಳು ಇಂದಿಗೂ ಸ್ಫೂರ್ತಿ. ಬದುಕಿಗೆ ಸಾರ್ಥಕತೆ ಬರಬೇಕಾದರೆ ಕಾಯಕ ಮತ್ತು ದಾಸೋಹ ತತ್ವವನ್ನು ಪಾಲಿಸಬೇಕು. ನಿಸರ್ಗ ಕೊಡುವ ಸಂಪತ್ತು ಸಕಲ ಜೀವರಾಶಿಗಳಿಗೆ. ಇದರ ಮುಂದೆ ನಮ್ಮ ಸಂಪತ್ತು ಏನೂ ಅಲ್ಲ. ನಾವು ಬಿಸಿಲು ಬಂದಾಗ ಮರದ ನೆರಳು ಹುಡುಕುತ್ತೇವೆ. ಮಳೆ ಬಂದಾಗ ಮನೆಯಲ್ಲಿ ಕೂರುತ್ತೇವೆ. ಹೀಗೆ ಪ್ರತಿಯೊಂದಕ್ಕೂ ನಿಸರ್ಗವನ್ನು ಅವಲಂಬಿಸಿದ್ದೇವೆ. ಇನ್ನಾದರೂ ಎಚ್ಚೆತ್ತುಕೊಂಡು ಮರ-ಗಿಡಗಳನ್ನು ಬೆಳೆಸಿ, ನೀರನ್ನು ಮಿತವಾಗಿ ಬಳಸಿ, ಪರಿಸರವನ್ನು ಸ್ವಚ್ಛವಾಗಿಡೋಣ. ನಿಸರ್ಗದ ಋಣ ತೀರಿಸೋಣ. ಕಲ್ಯಾಣದಲ್ಲಿ ಬಸವಣ್ಣನವರ ಅನುಭವ ಮಂಟಪದಲ್ಲಿ ಮಹಿಳೆಯರಿಗೆ ಸಮಾನ ಅವಕಾಶ ದೊರಕಿತ್ತು. ನಿಸ್ವಾರ್ಥ ಸೇವೆಯ ಪ್ರತೀಕ ನಿಸರ್ಗ, ಅದರಂತೆ ನಾವೂ ಬದುಕೋಣ. ದೇವರು ಕೊಟ್ಟ ಈ ಸುಂದರ ನಿಸರ್ಗವನ್ನು ಕಾಪಾಡಿಕೊಳ್ಳುವುದು ನಮ್ಮೆಲ್ಲರ ಜವಾಬ್ದಾರಿ. ಶರಣರ ಸಂದೇಶದಂತೆ ದಯವೇ ಧರ್ಮದ ಮೂಲ. ಎಲ್ಲ ಜೀವಿಗಳಲ್ಲಿ ದಯೆ ತೋರಿ ಬದುಕಿದರೆ ಅದೇ ನಿಜವಾದ ಸ್ವರ್ಗ. ಹಣ ಸಂಪತ್ತು ಬಂದು ಹೋಗುತ್ತದೆ, ಆದರೆ ನಿಸರ್ಗದ ಸಂಪತ್ತು ಶಾಶ್ವತ. bbox=[929, 1519, 1216, 1836]
article-column: ಬಣ್ಣದ ಸ್ಪರ್ಶಜ್ಞಾನವಿಲ್ಲದ ಮಚ್ಚೆ ಎಣ್ಣೆ ಪಸರಿಸಿದಂತಹ ಹೊಳೆಯುವ ಚರ್ಮ, ದೇಹದ ಮೇಲಿನ ಗಂಟುಗಳು, ಕಣ್ಣಿನ ರೆಪ್ಪೆಗಳನ್ನು ಮುಚ್ಚುವಲ್ಲಿ ತೊಂದರೆ, ಕೈ ಅಥವಾ ಕಾಲುಗಳಲ್ಲಿ ಬಡುಬಿದಂತ ನೋವು, ಕೈ ಅಥವಾ ಕಾಲುಗಳಲ್ಲಿ ಬೆರಳು ಮಡಚಿಕೊಂಡಿರುವುದು, ನಡೆಯುವಾಗ ಕಾಲು ಎಳೆಯುವುದು, ಕೈ ಅಥವಾ ಕಾಲುಗಳಲ್ಲಿ ಜುಮ್ಮೆನಿಸುವಿಕೆ ಅಥವಾ ಮರಗಟ್ಟುವಿಕೆ, ಅಂಗೈ ಅಥವಾ ಪಾದಗಳಲ್ಲಿ ಬಿಸಿ, ಬಿಸಿ, ಸಂವೇದನೆ ನಷ್ಟವಾಗುವುದು, ಕೈಗಳಲ್ಲಿ ವಸ್ತುಗಳನ್ನು ಹಿಡಿಯುವುದು ಹಾಗೂ ಪಾದರಕ್ಷೆಗಳನ್ನು ಕೆಡಿಸುವಲ್ಲಿ ಬಲಹೀನತೆ ಕಂಡುಬರುವುದು. ಇಂತಹ ಲಕ್ಷಣಗಳು ಯಾರಾದರೂ ಕಂಡುಬಂದರೆ ತಕ್ಷಣ ಹತ್ತಿರದ ಸರ್ಕಾರಿ ಆಸ್ಪತ್ರೆ, ಪ್ರಾಥಮಿಕ ಆರೋಗ್ಯ ಸಿಬ್ಬಂದಿ, ಆಶಾ ಕಾರ್ಯಕರ್ತೆಯರನ್ನು ಸಂಪರ್ಕಿಸಬೇಕು. ರೋಗ ಖಚಿತವಾದರೆ ಎಲ್ಲಾ ಸರ್ಕಾರಿ bbox=[263, 534, 488, 811]
poem-line: ಕೈಯಿಂದ ಮಾಡಿ ಪರರ ಸಂಗ, ಪ್ರಾಣ ಪಾಯುವಿನ ಸಂಗ. ಸಂತೃಪ್ತಿ ಪರ ಸಂಗವಾಗಬೇಕು ಇಲ್ಲ ಕಣ್ಣಾ ನಿಃಕಾಂಕ ಮಲ್ಲಿಕಾರ್ಜುನ... bbox=[621, 2237, 731, 2332]
ad-title: ಹೊಸಪೇಟೆ ಟೈಮ್ಸ್ bbox=[1241, 70, 1499, 113]
stream-photo bbox=[325, 1521, 917, 1945]
weather-subheading: ಹೊಸಪೇಟೆ bbox=[1235, 1384, 1505, 1404]
rally-flag-photo bbox=[281, 895, 733, 1098]
article-column: ಹಾಗೂ ಕಾಲೇಜು ವಿದ್ಯಾರ್ಥಿಗಳು ಉಪಸ್ಥಿತರಿದ್ದರು. "ಕಾಲ್ನಡಿಗೆ ಜಾಥ"ವು ಕೊಪ್ಪಳ ನಗರದ ಅಶೋಕ ವೃತ್ತದಿಂದ ಶ್ರೀ ಗವಿಸಿದ್ದೇಶ್ವರ ಮಠದ ವರೆಗೆ ನಡೆದ ಕಾಲ್ನಡಿಗೆ ಜಾಥದಲ್ಲಿ ವಾಹನ ಸವಾರರು ಸಂಚಾರಿ ನಿಯಮಗಳನ್ನು ತಿಳಿದುಕೊಳ್ಳ, ಸಂಚಾರಿ ನಿಯಮಗಳನ್ನು ತಪ್ಪದೇ ಪಾಲಿಸಿ, ವಾಹನ ಚಾಲನೆಯ ಸಂದರ್ಭದಲ್ಲಿ ಹೆಲ್ಮೆಟ್ ಧರಿಸುವ ಮೂಲಕ ಜಾಗೃತಿಗಳು ನಮ್ಮ ಮನೆಯಂತೆ ಕಣ್ಣು, ರಸ್ತೆ ತಿರುವುಗಳಲ್ಲಿ ಹಾರ್ನ್ ಮಾಡಿ, ವಿಮೆ ಮಾಡಿಸಿದ ವಾಹನ ಓಡಿಸಿ, ಇತರೆ ಜಾಗೃತಿ ಮೂಡಿಸಿದರು. ಸ್ಪೀಡ್ ಬ್ರೇಕರ್‌ಗಳ ಮೂಲಕ ಆರು ಬಹುದು ವೇಗದ ಚಾಲನೆ ನಿಮ್ಮ bbox=[281, 1108, 502, 1303]
article-column: ಅವರಿಗೆ ಹಣ್ಣು ಕೊಡು ಅದು ನಿನ್ನ ಧರ್ಮ..." ಎಂದು ನನ್ನ ತಾಯಿ ನನಗೆ ಹೇಳಿದ ಮಾತು ನೆನಪಾಯಿತು. ಅದೇ ಸ್ವಾರ್ಥ ಮನುಷ್ಯ ನನ್ನ ಹಣ್ಣು ತಿಂದು ತನ್ನ ಹಸಿವು ನೀಗಿಸಿಕೊಂಡ. ಇದು ನಿಸರ್ಗ ಕಲಿಸುವ ಬದುಕಿನ ರೀತಿ. ಸ್ವರ್ಗದಂತಹ ಭೂಮಿ, ಸೂರ್ಯ, ಚಂದ್ರ, ನಕ್ಷತ್ರ, ನೀರು, ಗಾಳಿ, ಗಿಡ-ಮರ, ಪ್ರಾಣಿ-ಪಕ್ಷಿ ನಮಗೆ ಎಂದೂ ಕೇಡು ಬಗೆಯುವುದಿಲ್ಲ. ಅದರ ಸ್ವಾರ್ಥಕ್ಕಾಗಿ, ಮಾಡಿದ ಉಪಕಾರಕ್ಕಾಗಿ ಎಂದು ಬಿಡುವುದಿಲ್ಲ. ಕರ್ಮಸಿದ್ಧಾಂತವನ್ನು ಅರಿತು ಬದುಕುವುದು ನಮ್ಮ ಕರ್ತವ್ಯ. ತನಗೆಂದು ಬೇಕು ಅನ್ನುವಷ್ಟೇ ಪಡೆದುಕೊಂಡು ಉಳಿದಿದ್ದನ್ನು ಬೇರೆಯವರಿಗೆ ಕೊಡುವುದು ನಿಸರ್ಗದ ಧರ್ಮ. bbox=[325, 1956, 612, 2111]
headline: ಇಂದು ಕುಕನೂರಿನಲ್ಲಿ ಸಹಕಾರ ಸಂಘಗಳ ಜಾಗೃತಿ ಸಮಾವೇಶ bbox=[808, 891, 1164, 913]
contact-heading: ಸಂಪರ್ಕಿಸಿ bbox=[1331, 532, 1410, 562]
feature-headline: ದೇವ ನಿರ್ಮಿತ ನಿಸ್ವಾರ್ಥ ನಿಸರ್ಗ bbox=[8, 1378, 1220, 1495]
article-text: ಮನುಷ್ಯ, ದೇವ ನಿರ್ಮಿತ ಸ್ವರ್ಗದಂತಿರುವ ಈ ನಿಸರ್ಗವನ್ನು ಹಾಳುಗೆಡವಿ ನರಕ ಮಾಡುತ್ತಿದ್ದಾನೆ. ಸ್ವರ್ಗ ತೋರಿದರೂ, ಈ ಸುಂದರವಾದ ಬದುಕನ್ನು ತಿರಸ್ಕರಿಸಿ, ಪುರಸ್ಕರಿಸದೇ, ಪ್ರಾಣದಿಂದಲೇ ಹಾಳು ಮಾಡುವ ಬದಲು ಜೀವನ ಸಾರ್ಥಕಗೊಳಿಸೋಣ. bbox=[621, 1956, 917, 2030]
story-chickpea bbox=[755, 64, 1217, 879]
ad-body: ಕನ್ನಡ ದಿನಪತ್ರಿಕೆ ಆನ್ ಲೈನ್ ನಲ್ಲಿ ಮನೆಯಲ್ಲೇ ಕುಳಿತು ಮೊಬೈಲ್ ನಲ್ಲಿ "ಹೊಸಪೇಟೆ ಟೈಮ್ಸ್" ಪತ್ರಿಕೆ ಓದಬಹುದು, ಓದುಗರು, ಪತ್ರಿಕೆ ಓದಲು ಗೂಗಲ್ ಅಥವಾ ಕ್ರೋಮ್ ನಲ್ಲಿ bbox=[1248, 124, 1492, 181]
missing-heading: ಗ್ರಾಮದ ವ್ಯಕ್ತಿ ಕಾಣೆ: bbox=[1279, 1536, 1461, 1568]
headline: ಖರೀದಿ ಕೇಂದ್ರಗಳ ಪ್ರಾರಂಭ bbox=[882, 103, 1090, 131]
article-column bbox=[621, 1953, 917, 2403]
article-column: ಅಂತಿಮ ಯಾನ, "ವೇಗವನ್ನು ಕೊಲ್ಲಿರಿ, ಮುಗ್ಧ ಜೀವಗಳು & ನಿಮ್ಮ ಜೀವವನ್ನಲ್ಲ", 'ಸೀಟ್ ಬೆಲ್ಟ್ ಧರಿಸಿ, ಇದುವೇ ಜೀವ ಇದುವೇ ನಿಯಮ', '100 ರಲ್ಲಿ ಹೋಗುವುದಕ್ಕಿಂತ 108ರಲ್ಲಿ ಬರಬೇಡಿ', 'ಅಗತ್ಯ ಸಂದರ್ಭದಲ್ಲಿ ವೇಗವನ್ನು ತಗ್ಗಿಸಿ, ಜೀವವನ್ನು ಉಳಿಸಿ', ಸಂಚಾರ ಪೊಲೀಸರ ನಿಮ್ಮ ಜೀವ ರಕ್ಷಕರು, ಎಚ್ಚರಿಯಿಂದ ಓವರ್‌ಟೇಕ್ ಮಾಡಬೇಡಿ, ಹೀಗೆ ವಿವಿಧ ಜಾಗೃತಿ ಘೋಷಣೆಗಳನ್ನು ಕೂಗುತ್ತಾ ವಿದ್ಯಾರ್ಥಿಗಳು ಕೂಗುತ್ತಾ ಅಧಿಕಾರಿಗಳು, ಶಿಕ್ಷಕರು ಹಾಗೂ ವಿದ್ಯಾರ್ಥಿಗಳು ರಸ್ತೆ ಸುರಕ್ಷತೆ ಬಗ್ಗೆ ಜಾಗೃತಿ ಮೂಡಿಸಿದರು. bbox=[511, 1108, 733, 1283]
weather-row: ಭಾನು : ಗರಿಷ್ಠ : 41°, ಕನಿಷ್ಠ : 26° bbox=[1243, 1364, 1417, 1378]
